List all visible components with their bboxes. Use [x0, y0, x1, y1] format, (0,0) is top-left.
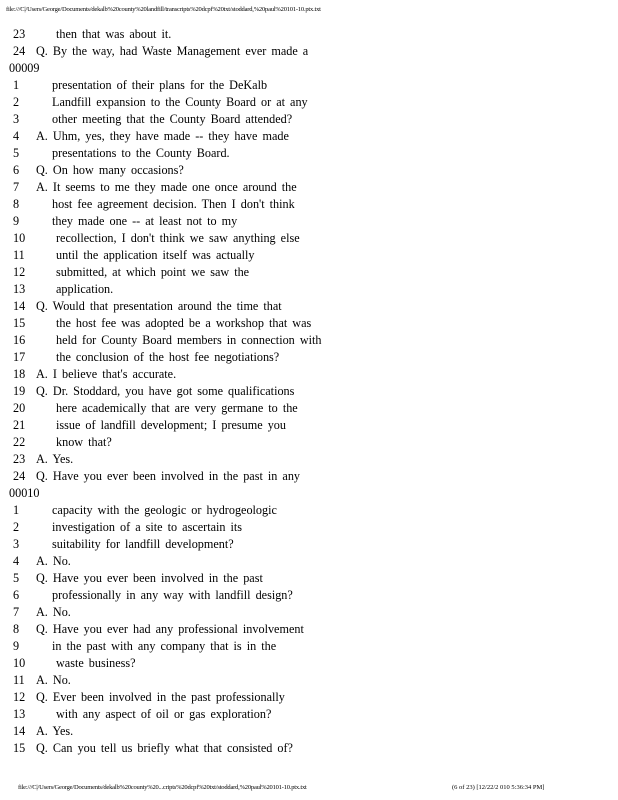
transcript-line — [0, 179, 618, 196]
line-number: 21 — [13, 418, 26, 432]
transcript-line — [0, 553, 618, 570]
line-number: 1 — [13, 78, 20, 92]
line-text: suitability for landfill development? — [52, 537, 234, 551]
line-number: 2 — [13, 95, 20, 109]
page-number: 00009 — [9, 61, 40, 75]
transcript-line — [0, 383, 618, 400]
line-text: held for County Board members in connection with — [56, 333, 322, 347]
line-number: 14 — [13, 299, 26, 313]
transcript-line — [0, 145, 618, 162]
line-number: 18 — [13, 367, 26, 381]
line-number: 2 — [13, 520, 20, 534]
line-text: A. No. — [36, 673, 71, 687]
line-text: until the application itself was actually — [56, 248, 255, 262]
transcript-line — [0, 502, 618, 519]
line-number: 6 — [13, 163, 20, 177]
transcript-line — [0, 111, 618, 128]
line-number: 15 — [13, 316, 26, 330]
line-text: A. Yes. — [36, 724, 74, 738]
line-text: Q. Would that presentation around the time that — [36, 299, 282, 313]
transcript-line — [0, 315, 618, 332]
line-text: Q. On how many occasions? — [36, 163, 184, 177]
line-number: 23 — [13, 452, 26, 466]
line-text: capacity with the geologic or hydrogeologic — [52, 503, 277, 517]
transcript-line — [0, 94, 618, 111]
transcript-line — [0, 468, 618, 485]
line-text: here academically that are very germane to the — [56, 401, 298, 415]
line-text: Q. Have you ever been involved in the past in any — [36, 469, 301, 483]
transcript-line — [0, 621, 618, 638]
line-text: Landfill expansion to the County Board or at any — [52, 95, 308, 109]
line-text: application. — [56, 282, 114, 296]
line-text: they made one -- at least not to my — [52, 214, 238, 228]
transcript-line — [0, 706, 618, 723]
transcript-line — [0, 43, 618, 60]
transcript-line — [0, 332, 618, 349]
page-number-line — [0, 485, 618, 502]
line-text: with any aspect of oil or gas exploration? — [56, 707, 272, 721]
line-number: 12 — [13, 265, 26, 279]
transcript-line — [0, 689, 618, 706]
line-number: 12 — [13, 690, 26, 704]
line-number: 24 — [13, 44, 26, 58]
page-number: 00010 — [9, 486, 40, 500]
line-text: recollection, I don't think we saw anything else — [56, 231, 300, 245]
transcript-line — [0, 213, 618, 230]
line-number: 10 — [13, 231, 26, 245]
line-number: 9 — [13, 639, 20, 653]
line-number: 22 — [13, 435, 26, 449]
line-number: 5 — [13, 146, 20, 160]
line-text: presentation of their plans for the DeKalb — [52, 78, 268, 92]
transcript-line — [0, 570, 618, 587]
transcript-line — [0, 196, 618, 213]
line-text: A. I believe that's accurate. — [36, 367, 177, 381]
line-number: 3 — [13, 537, 20, 551]
page-number-line — [0, 60, 618, 77]
line-text: Q. Have you ever had any professional involvement — [36, 622, 304, 636]
line-number: 13 — [13, 707, 26, 721]
transcript-line — [0, 349, 618, 366]
line-number: 10 — [13, 656, 26, 670]
line-text: issue of landfill development; I presume you — [56, 418, 286, 432]
line-number: 3 — [13, 112, 20, 126]
line-number: 7 — [13, 605, 20, 619]
line-text: in the past with any company that is in the — [52, 639, 277, 653]
transcript-line — [0, 264, 618, 281]
transcript-body — [0, 26, 618, 757]
transcript-line — [0, 672, 618, 689]
line-text: submitted, at which point we saw the — [56, 265, 250, 279]
transcript-line — [0, 400, 618, 417]
line-number: 14 — [13, 724, 26, 738]
line-text: Q. Ever been involved in the past professionally — [36, 690, 285, 704]
line-number: 11 — [13, 673, 25, 687]
transcript-line — [0, 162, 618, 179]
line-number: 15 — [13, 741, 26, 755]
line-text: A. No. — [36, 554, 71, 568]
line-text: A. Yes. — [36, 452, 74, 466]
line-text: host fee agreement decision. Then I don't think — [52, 197, 295, 211]
line-text: A. It seems to me they made one once around the — [36, 180, 297, 194]
transcript-line — [0, 723, 618, 740]
transcript-line — [0, 230, 618, 247]
transcript-line — [0, 451, 618, 468]
line-text: investigation of a site to ascertain its — [52, 520, 243, 534]
transcript-line — [0, 26, 618, 43]
line-text: the host fee was adopted be a workshop that was — [56, 316, 312, 330]
line-number: 4 — [13, 554, 20, 568]
line-number: 24 — [13, 469, 26, 483]
line-number: 11 — [13, 248, 25, 262]
line-number: 6 — [13, 588, 20, 602]
line-text: Q. Dr. Stoddard, you have got some qualifications — [36, 384, 295, 398]
line-number: 4 — [13, 129, 20, 143]
transcript-line — [0, 298, 618, 315]
transcript-line — [0, 281, 618, 298]
line-number: 9 — [13, 214, 20, 228]
line-number: 20 — [13, 401, 26, 415]
line-number: 8 — [13, 622, 20, 636]
line-text: the conclusion of the host fee negotiations? — [56, 350, 280, 364]
line-number: 1 — [13, 503, 20, 517]
line-number: 19 — [13, 384, 26, 398]
transcript-line — [0, 366, 618, 383]
transcript-line — [0, 128, 618, 145]
transcript-line — [0, 519, 618, 536]
line-number: 13 — [13, 282, 26, 296]
transcript-line — [0, 587, 618, 604]
transcript-line — [0, 417, 618, 434]
line-number: 16 — [13, 333, 26, 347]
transcript-line — [0, 247, 618, 264]
line-number: 7 — [13, 180, 20, 194]
line-text: Q. By the way, had Waste Management ever made a — [36, 44, 309, 58]
transcript-line — [0, 77, 618, 94]
transcript-line — [0, 740, 618, 757]
line-text: A. Uhm, yes, they have made -- they have made — [36, 129, 289, 143]
document-path-header: file:///C|/Users/George/Documents/dekalb%20county%20landfill/transcripts%20dcpf%20txt/stoddard,%20paul%20101-10.ptx.txt — [6, 6, 321, 13]
line-number: 5 — [13, 571, 20, 585]
line-text: presentations to the County Board. — [52, 146, 230, 160]
transcript-line — [0, 536, 618, 553]
line-number: 23 — [13, 27, 26, 41]
line-text: waste business? — [56, 656, 136, 670]
transcript-line — [0, 655, 618, 672]
line-text: A. No. — [36, 605, 71, 619]
line-text: Q. Have you ever been involved in the past — [36, 571, 263, 585]
transcript-line — [0, 638, 618, 655]
transcript-line — [0, 604, 618, 621]
line-text: Q. Can you tell us briefly what that consisted of? — [36, 741, 293, 755]
line-text: other meeting that the County Board attended? — [52, 112, 293, 126]
transcript-line — [0, 434, 618, 451]
document-path-footer: file:///C|/Users/George/Documents/dekalb%20county%20...cripts%20dcpf%20txt/stoddard,%20paul%20101-10.ptx.txt — [18, 784, 307, 791]
line-text: professionally in any way with landfill design? — [52, 588, 293, 602]
line-text: then that was about it. — [56, 27, 172, 41]
line-number: 8 — [13, 197, 20, 211]
line-number: 17 — [13, 350, 26, 364]
page-info-footer: (6 of 23) [12/22/2 010 5:36:34 PM] — [452, 784, 545, 791]
line-text: know that? — [56, 435, 112, 449]
